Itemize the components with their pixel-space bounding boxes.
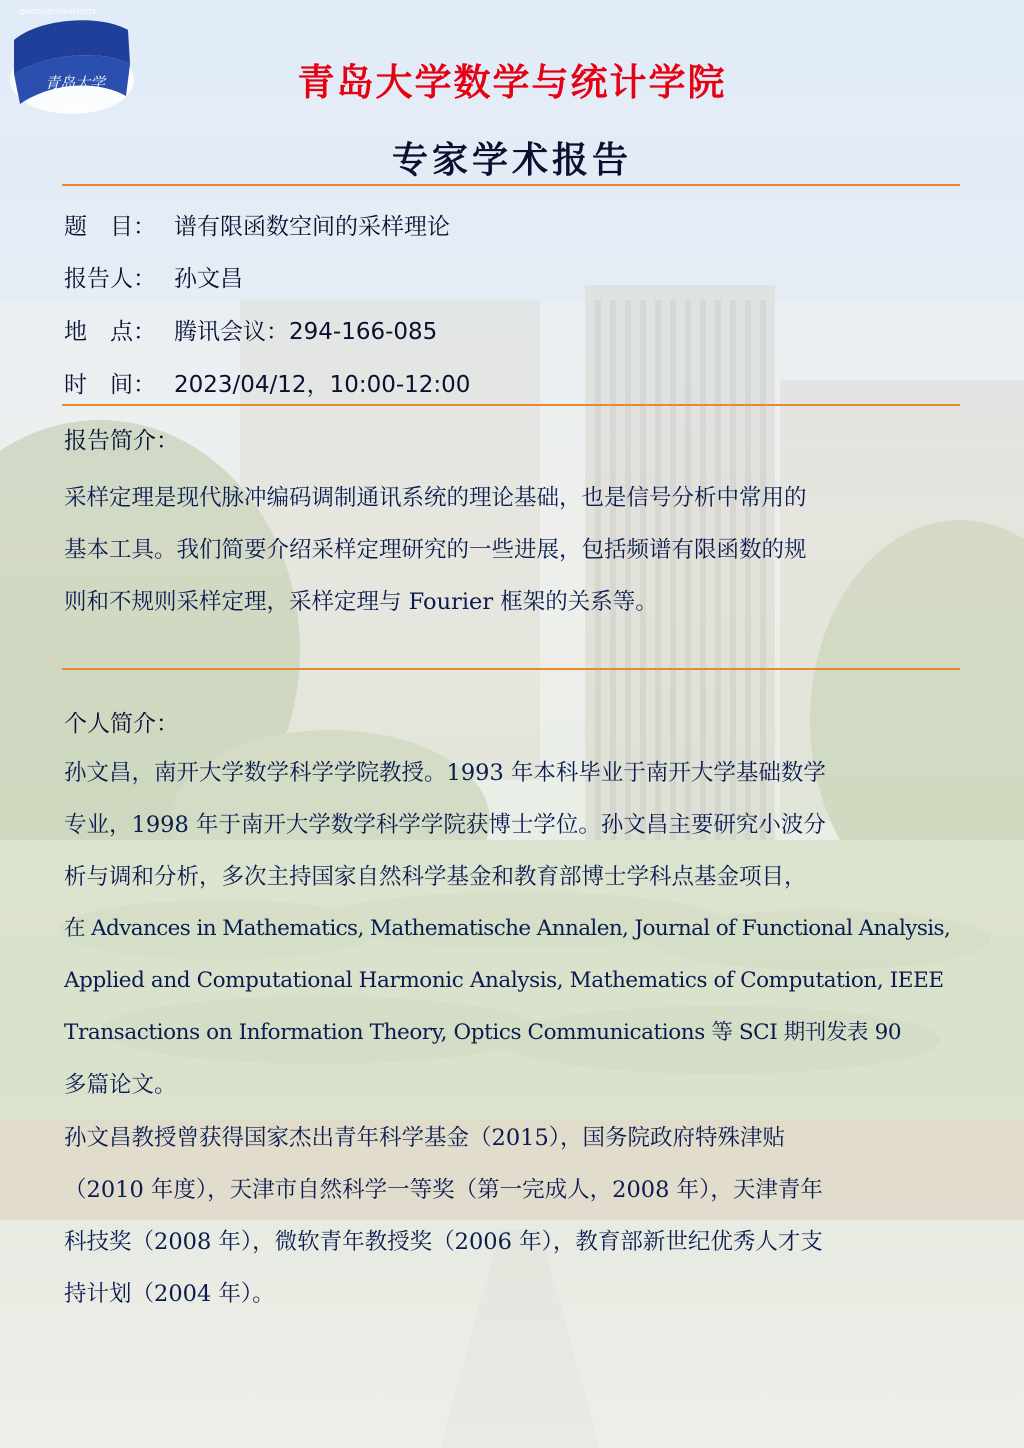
bio-awards xyxy=(64,1112,964,1320)
divider-top xyxy=(62,184,960,186)
logo-arc-text: QINGDAO UNIVERSITY xyxy=(19,8,97,16)
logo-wordmark: 青岛大学 xyxy=(44,74,106,92)
bio-line: 析与调和分析，多次主持国家自然科学基金和教育部博士学科点基金项目， xyxy=(64,864,807,890)
awards-line: （2010 年度），天津市自然科学一等奖（第一完成人，2008 年），天津青年 xyxy=(64,1177,823,1203)
report-title: 专家学术报告 xyxy=(391,139,632,181)
place-value: 腾讯会议：294-166-085 xyxy=(174,319,438,345)
logo-year: 1909 xyxy=(62,104,88,115)
bio-line: Applied and Computational Harmonic Analysis, Mathematics of Computation, IEEE xyxy=(64,968,944,993)
info-place xyxy=(64,313,437,346)
divider-abstract xyxy=(62,668,960,670)
info-topic xyxy=(64,208,450,241)
speaker-label: 报告人： xyxy=(64,266,156,292)
abstract-body xyxy=(64,472,964,628)
abstract-heading: 报告简介： xyxy=(64,428,179,454)
time-value: 2023/04/12，10:00-12:00 xyxy=(174,372,471,398)
bio-line: Transactions on Information Theory, Optics Communications 等 SCI 期刊发表 90 xyxy=(64,1020,902,1045)
info-time xyxy=(64,366,470,399)
topic-label: 题 目： xyxy=(64,214,156,240)
bio-line: 在 Advances in Mathematics, Mathematische Annalen, Journal of Functional Analysis, xyxy=(64,916,951,941)
awards-line: 科技奖（2008 年），微软青年教授奖（2006 年），教育部新世纪优秀人才支 xyxy=(64,1229,823,1255)
topic-value: 谱有限函数空间的采样理论 xyxy=(174,214,450,240)
bio-body xyxy=(64,747,964,1111)
bio-line: 多篇论文。 xyxy=(64,1072,177,1098)
awards-line: 孙文昌教授曾获得国家杰出青年科学基金（2015），国务院政府特殊津贴 xyxy=(64,1125,786,1151)
bio-heading: 个人简介： xyxy=(64,711,179,737)
abstract-line: 基本工具。我们简要介绍采样定理研究的一些进展，包括频谱有限函数的规 xyxy=(64,537,807,563)
bio-line: 孙文昌，南开大学数学科学学院教授。1993 年本科毕业于南开大学基础数学 xyxy=(64,760,826,786)
awards-line: 持计划（2004 年）。 xyxy=(64,1281,275,1307)
abstract-line: 采样定理是现代脉冲编码调制通讯系统的理论基础，也是信号分析中常用的 xyxy=(64,485,807,511)
speaker-value: 孙文昌 xyxy=(174,266,243,292)
abstract-line: 则和不规则采样定理，采样定理与 Fourier 框架的关系等。 xyxy=(64,589,658,615)
divider-info xyxy=(62,404,960,406)
info-speaker xyxy=(64,260,243,293)
place-label: 地 点： xyxy=(64,319,156,345)
bio-line: 专业，1998 年于南开大学数学科学学院获博士学位。孙文昌主要研究小波分 xyxy=(64,812,826,838)
time-label: 时 间： xyxy=(64,372,156,398)
institute-name: 青岛大学数学与统计学院 xyxy=(297,60,727,104)
